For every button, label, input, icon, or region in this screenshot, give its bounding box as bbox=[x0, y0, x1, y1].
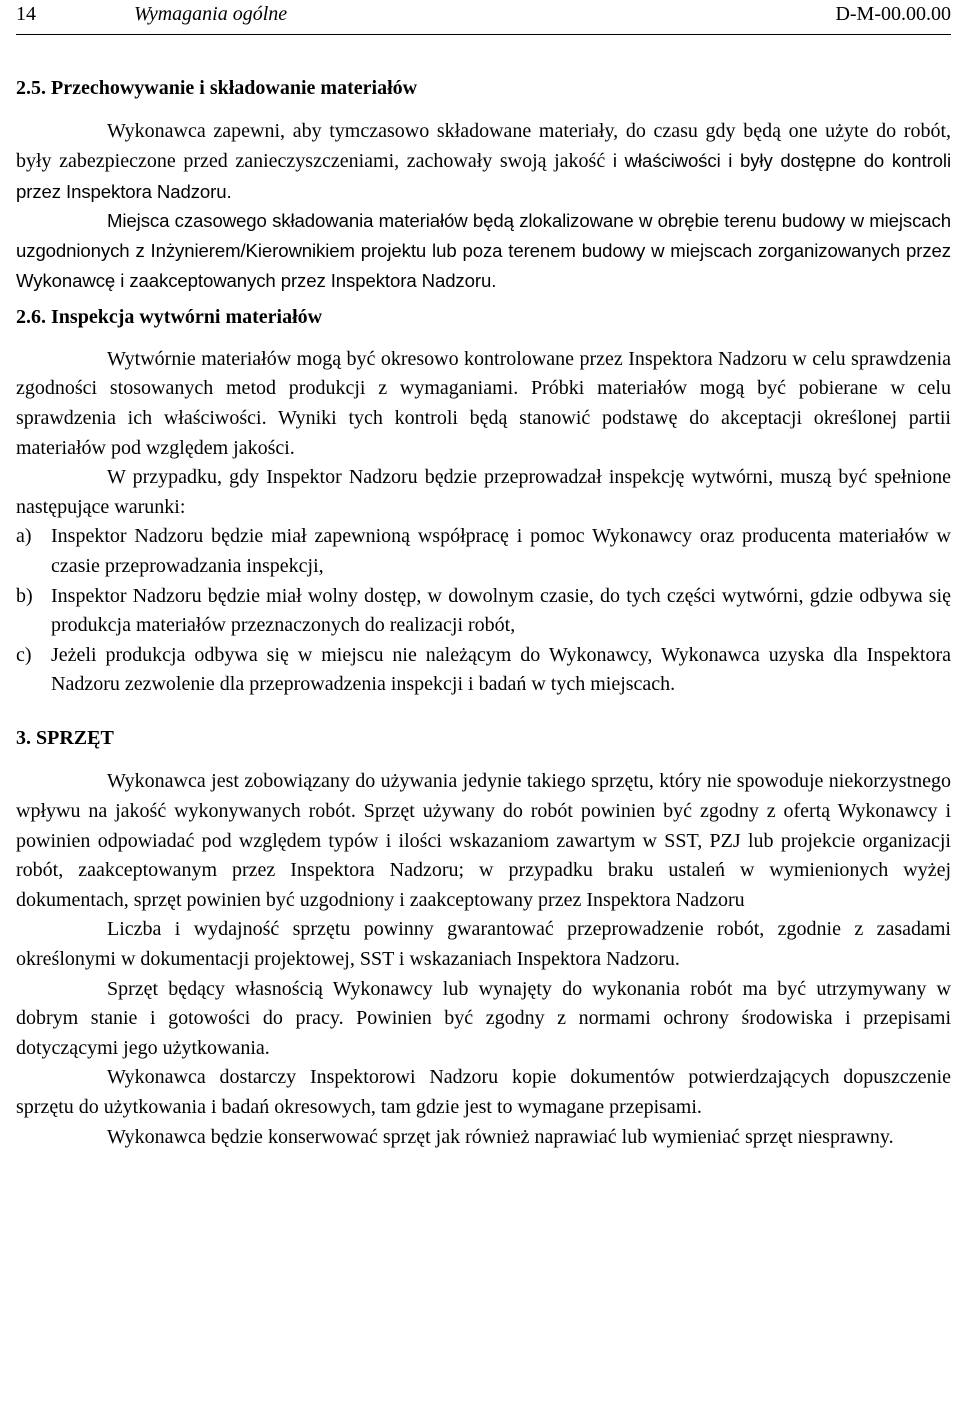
list-item-text: Inspektor Nadzoru będzie miał wolny dostęp, w dowolnym czasie, do tych części wytwórni, gdzie odbywa się produkcja materiałów przeznaczonych do realizacji robót, bbox=[51, 584, 951, 637]
section-3-paragraph-4: Wykonawca dostarczy Inspektorowi Nadzoru kopie dokumentów potwierdzających dopuszczenie sprzętu do użytkowania i badań okresowych, tam gdzie jest to wymagane przepisami. bbox=[16, 1066, 951, 1118]
list-marker: a) bbox=[16, 525, 32, 548]
section-3-paragraph-1: Wykonawca jest zobowiązany do używania jedynie takiego sprzętu, który nie spowoduje niekorzystnego wpływu na jakość wykonywanych robót. Sprzęt używany do robót powinien być zgodny z ofertą Wykonawcy i powinien odpowiadać pod względem typów i ilości wskazaniom zawartym w SST, PZJ lub projekcie organizacji robót, zaakceptowanym przez Inspektora Nadzoru; w przypadku braku ustaleń w wymienionych wyżej dokumentach, sprzęt powinien być uzgodniony i zaakceptowany przez Inspektora Nadzoru bbox=[16, 770, 951, 911]
section-3-heading: 3. SPRZĘT bbox=[16, 726, 114, 749]
paragraph-serif-part: Wykonawca zapewni, aby tymczasowo składowane materiały, do czasu gdy będą one użyte do robót, były zabezpieczone przed zanieczyszczeniami, zachowały swoją jakość bbox=[16, 119, 951, 173]
section-3-paragraph-2: Liczba i wydajność sprzętu powinny gwarantować przeprowadzenie robót, zgodnie z zasadami określonymi w dokumentacji projektowej, SST i wskazaniach Inspektora Nadzoru. bbox=[16, 918, 951, 971]
list-marker: b) bbox=[16, 584, 33, 607]
section-3-paragraph-3: Sprzęt będący własnością Wykonawcy lub wynajęty do wykonania robót ma być utrzymywany w dobrym stanie i gotowości do pracy. Powinien być zgodny z normami ochrony środowiska i przepisami dotyczącymi jego użytkowania. bbox=[16, 977, 951, 1059]
list-item bbox=[16, 522, 951, 581]
header-rule bbox=[16, 34, 951, 35]
section-2-5-paragraph-2: Miejsca czasowego składowania materiałów będą zlokalizowane w obrębie terenu budowy w miejscach uzgodnionych z Inżynierem/Kierownikiem projektu lub poza terenem budowy w miejscach zorganizowanych przez Wykonawcę i zaakceptowanych przez Inspektora Nadzoru. bbox=[16, 210, 951, 291]
list-marker: c) bbox=[16, 643, 32, 666]
page-content bbox=[16, 74, 951, 1152]
list-item bbox=[16, 582, 951, 641]
page-header bbox=[16, 0, 951, 32]
list-item-text: Jeżeli produkcja odbywa się w miejscu nie należącym do Wykonawcy, Wykonawca uzyska dla Inspektora Nadzoru zezwolenie dla przeprowadzenia inspekcji i badań w tych miejscach. bbox=[51, 643, 951, 696]
section-2-5-heading: 2.5. Przechowywanie i składowanie materiałów bbox=[16, 77, 418, 99]
header-title: Wymagania ogólne bbox=[134, 3, 288, 25]
document-page bbox=[16, 0, 951, 1148]
paragraph-sans-part: i właściwości i były dostępne do kontroli przez Inspektora Nadzoru. bbox=[16, 150, 951, 202]
list-item bbox=[16, 641, 951, 700]
conditions-list bbox=[16, 522, 951, 700]
section-2-6-heading: 2.6. Inspekcja wytwórni materiałów bbox=[16, 306, 323, 329]
document-code: D-M-00.00.00 bbox=[835, 3, 951, 25]
section-2-5-paragraph-1 bbox=[16, 116, 951, 207]
section-3-paragraph-5: Wykonawca będzie konserwować sprzęt jak również naprawiać lub wymieniać sprzęt niesprawny. bbox=[107, 1125, 894, 1148]
list-item-text: Inspektor Nadzoru będzie miał zapewnioną współpracę i pomoc Wykonawcy oraz producenta materiałów w czasie przeprowadzania inspekcji, bbox=[51, 525, 951, 577]
page-number: 14 bbox=[16, 3, 36, 25]
section-2-6-paragraph-1: Wytwórnie materiałów mogą być okresowo kontrolowane przez Inspektora Nadzoru w celu sprawdzenia zgodności stosowanych metod produkcji z wymaganiami. Próbki materiałów mogą być pobierane w celu sprawdzenia ich właściwości. Wyniki tych kontroli będą stanowić podstawę do akceptacji określonej partii materiałów pod względem jakości. bbox=[16, 347, 951, 459]
section-2-6-paragraph-2: W przypadku, gdy Inspektor Nadzoru będzie przeprowadzał inspekcję wytwórni, muszą być spełnione następujące warunki: bbox=[16, 466, 951, 518]
